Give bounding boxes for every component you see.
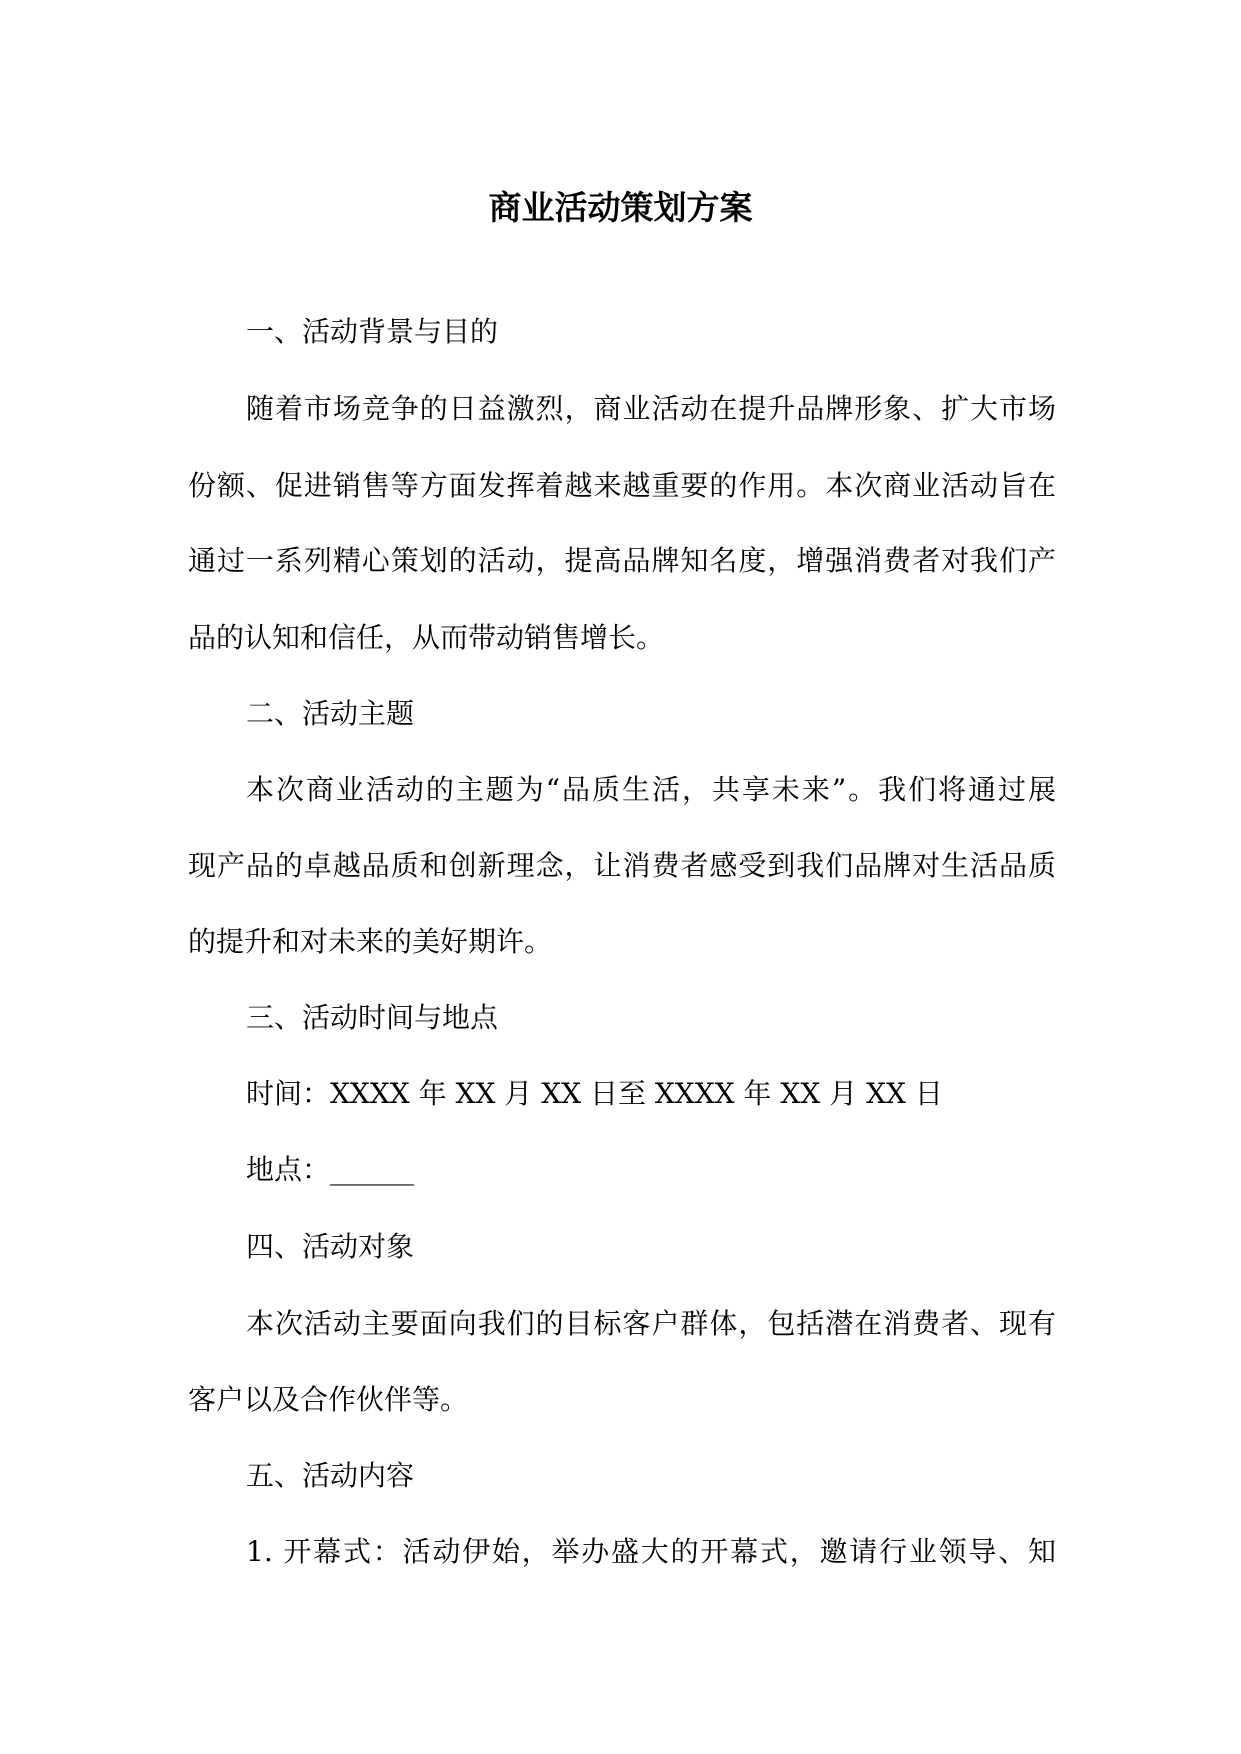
paragraph-line: 品的认知和信任，从而带动销售增长。: [188, 621, 665, 654]
paragraph-line: 份额、促进销售等方面发挥着越来越重要的作用。本次商业活动旨在: [188, 469, 1056, 502]
event-location-line: 地点：______: [246, 1153, 415, 1186]
section-heading-audience: 四、活动对象: [246, 1230, 415, 1263]
paragraph-line: 本次商业活动的主题为“品质生活，共享未来”。我们将通过展: [246, 773, 1056, 806]
paragraph-line: 通过一系列精心策划的活动，提高品牌知名度，增强消费者对我们产: [188, 544, 1056, 577]
section-heading-time-place: 三、活动时间与地点: [246, 1001, 499, 1034]
document-title: 商业活动策划方案: [488, 188, 753, 227]
paragraph-line: 本次活动主要面向我们的目标客户群体，包括潜在消费者、现有: [246, 1307, 1056, 1340]
paragraph-line: 现产品的卓越品质和创新理念，让消费者感受到我们品牌对生活品质: [188, 849, 1056, 882]
paragraph-line: 随着市场竞争的日益激烈，商业活动在提升品牌形象、扩大市场: [246, 392, 1056, 425]
section-heading-theme: 二、活动主题: [246, 697, 415, 730]
section-heading-content: 五、活动内容: [246, 1459, 415, 1492]
event-time-line: 时间：XXXX 年 XX 月 XX 日至 XXXX 年 XX 月 XX 日: [246, 1077, 943, 1110]
list-item-opening-ceremony: 1. 开幕式：活动伊始，举办盛大的开幕式，邀请行业领导、知: [246, 1535, 1056, 1568]
paragraph-line: 客户以及合作伙伴等。: [188, 1383, 469, 1416]
paragraph-line: 的提升和对未来的美好期许。: [188, 925, 553, 958]
section-heading-background: 一、活动背景与目的: [246, 315, 499, 348]
